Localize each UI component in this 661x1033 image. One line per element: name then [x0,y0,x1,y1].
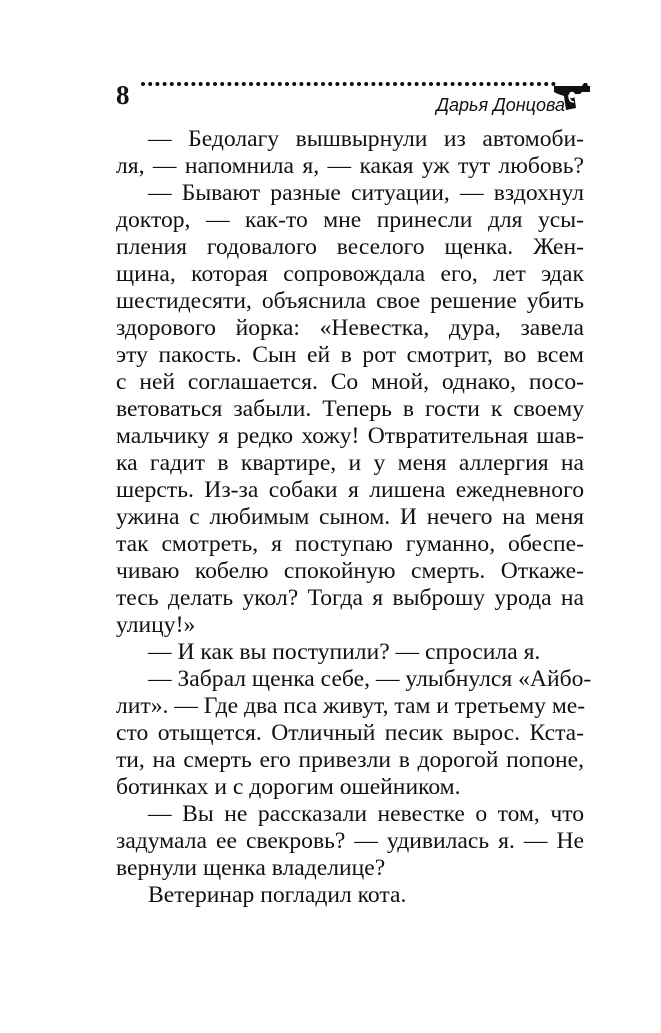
text-line: так смотреть, я поступаю гуманно, обеспе- [116,531,584,557]
text-line: вернули щенка владелице? [116,855,386,881]
text-line: мальчику я редко хожу! Отвратительная шав- [116,423,584,449]
text-line: ля, — напомнила я, — какая уж тут любовь? [116,153,584,179]
text-line: чиваю кобелю спокойную смерть. Откаже- [116,558,584,584]
revolver-icon [552,78,592,112]
text-line: — Забрал щенка себе, — улыбнулся «Айбо- [148,666,592,692]
text-line: ботинках и с дорогим ошейником. [116,774,461,800]
running-head-author: Дарья Донцова [436,95,565,115]
header-dotted-rule [140,78,560,90]
page-number: 8 [116,80,130,110]
text-line: сто отыщется. Отличный песик вырос. Кста- [116,720,584,746]
text-line: — Бывают разные ситуации, — вздохнул [148,180,584,206]
text-line: щина, которая сопровождала его, лет эдак [116,261,584,287]
text-line: Ветеринар погладил кота. [148,882,407,908]
text-line: задумала ее свекровь? — удивилась я. — Не [116,828,584,854]
text-line: — И как вы поступили? — спросила я. [148,639,541,665]
text-line: — Бедолагу вышвырнули из автомоби- [148,126,584,152]
text-line: здорового йорка: «Невестка, дура, завела [116,315,584,341]
text-line: тесь делать укол? Тогда я выброшу урода на [116,585,584,611]
text-line: ужина с любимым сыном. И нечего на меня [116,504,584,530]
text-line: — Вы не рассказали невестке о том, что [148,801,584,827]
text-line: с ней соглашается. Со мной, однако, посо- [116,369,584,395]
text-line: улицу!» [116,612,196,638]
text-line: доктор, — как-то мне принесли для усы- [116,207,584,233]
text-line: ти, на смерть его привезли в дорогой попоне, [116,747,584,773]
text-line: шерсть. Из-за собаки я лишена ежедневного [116,477,584,503]
text-line: шестидесяти, объяснила свое решение убить [116,288,584,314]
body-text [116,126,592,909]
text-line: пления годовалого веселого щенка. Жен- [116,234,584,260]
text-line: ка гадит в квартире, и у меня аллергия на [116,450,584,476]
text-line: эту пакость. Сын ей в рот смотрит, во всем [116,342,584,368]
text-line: ветоваться забыли. Теперь в гости к своему [116,396,584,422]
text-line: лит». — Где два пса живут, там и третьему ме- [116,693,586,719]
